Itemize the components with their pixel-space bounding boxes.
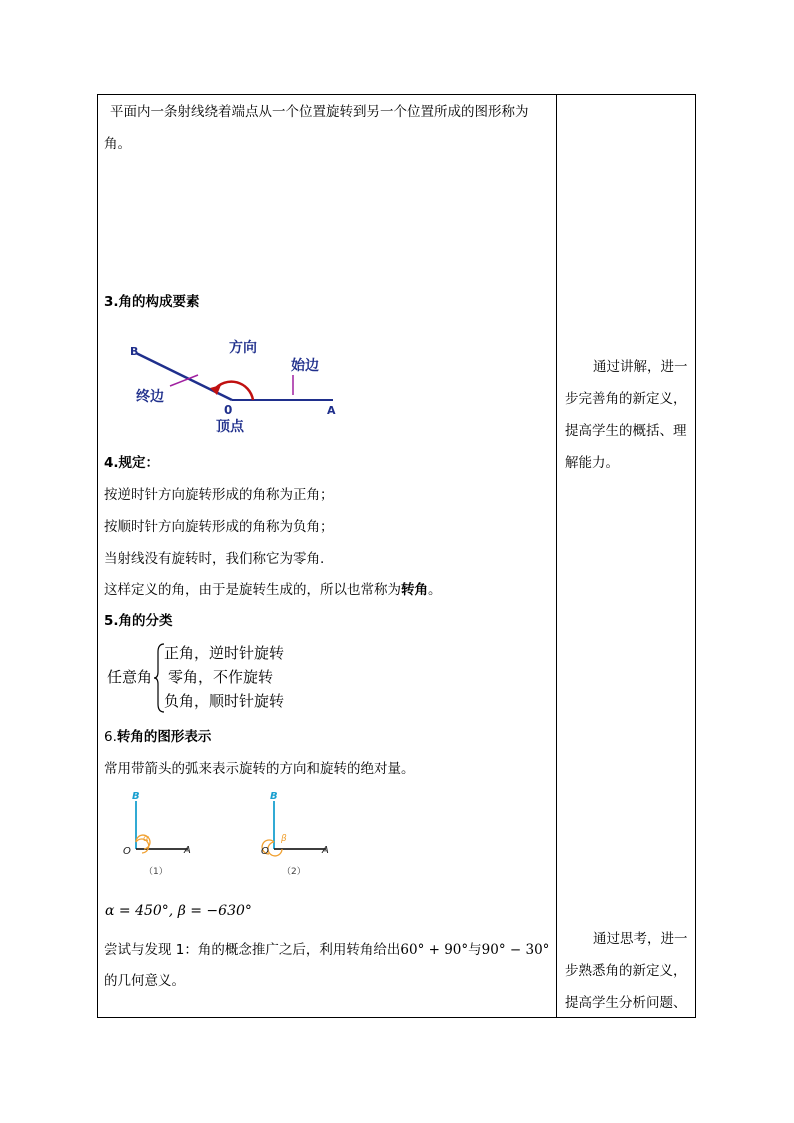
content-column — [98, 95, 556, 1017]
intro-line-1: 平面内一条射线绕着端点从一个位置旋转到另一个位置所成的图形称为 — [110, 104, 529, 120]
rule-rotation-text: 这样定义的角，由于是旋转生成的，所以也常称为 — [104, 582, 401, 598]
section-5-title: 5.角的分类 — [104, 613, 173, 629]
teaching-note-2 — [565, 923, 691, 1019]
teaching-note-2-text: 通过思考，进一步熟悉角的新定义，提高学生分析问题、 — [565, 931, 688, 1011]
section-6-description: 常用带箭头的弧来表示旋转的方向和旋转的绝对量。 — [104, 761, 415, 777]
classify-negative: 负角，顺时针旋转 — [164, 692, 285, 710]
try-discover-text: 尝试与发现 1：角的概念推广之后，利用转角给出 — [104, 942, 401, 958]
rotation-angle-term: 转角 — [401, 582, 428, 598]
teaching-note-1-text: 通过讲解，进一步完善角的新定义，提高学生的概括、理解能力。 — [565, 359, 688, 471]
section-6-heading: 转角的图形表示 — [116, 729, 212, 745]
label-B: B — [130, 345, 139, 358]
label-terminal-side: 终边 — [136, 389, 164, 405]
rule-rotation-angle — [104, 580, 442, 600]
label-beta: β — [281, 834, 287, 844]
rule-positive-angle: 按逆时针方向旋转形成的角称为正角； — [104, 487, 334, 503]
label-direction: 方向 — [229, 340, 257, 356]
intro-line-2: 角。 — [104, 136, 131, 152]
rule-rotation-end: 。 — [428, 582, 442, 598]
label-initial-side: 始边 — [291, 358, 319, 374]
label-B: B — [132, 791, 140, 802]
figure-caption: （1） — [144, 867, 168, 877]
label-vertex: 顶点 — [216, 419, 244, 433]
rotation-figure-2 — [256, 789, 356, 881]
classify-root: 任意角 — [107, 668, 153, 686]
try-discover-line-2: 的几何意义。 — [104, 973, 185, 989]
angle-formula: α = 450°, β = −630° — [105, 903, 252, 919]
try-discover-line-1 — [104, 940, 549, 960]
expression-sum: 60° + 90° — [400, 942, 469, 958]
try-discover-and: 与 — [468, 942, 482, 958]
angle-elements-diagram — [118, 333, 348, 433]
label-O: 0 — [224, 403, 233, 417]
label-A: A — [184, 845, 191, 856]
notes-column — [557, 95, 697, 1017]
label-O: O — [261, 846, 269, 857]
label-B: B — [270, 791, 278, 802]
label-O: O — [123, 846, 131, 857]
teaching-note-1 — [565, 351, 691, 479]
section-3-title: 3.角的构成要素 — [104, 294, 200, 310]
section-6-title — [104, 727, 211, 747]
classify-zero: 零角，不作旋转 — [168, 668, 274, 686]
expression-difference: 90° − 30° — [481, 942, 550, 958]
classify-positive: 正角，逆时针旋转 — [164, 644, 285, 662]
section-4-title: 4.规定： — [104, 455, 160, 471]
figure-caption: （2） — [282, 867, 306, 877]
rule-zero-angle: 当射线没有旋转时，我们称它为零角. — [104, 551, 325, 567]
label-A: A — [327, 404, 336, 417]
lesson-table — [97, 94, 696, 1018]
rule-negative-angle: 按顺时针方向旋转形成的角称为负角； — [104, 519, 334, 535]
label-alpha: α — [143, 834, 149, 844]
section-6-number: 6. — [104, 729, 117, 745]
rotation-figure-1 — [118, 789, 218, 881]
direction-arc — [214, 382, 253, 400]
label-A: A — [322, 845, 329, 856]
